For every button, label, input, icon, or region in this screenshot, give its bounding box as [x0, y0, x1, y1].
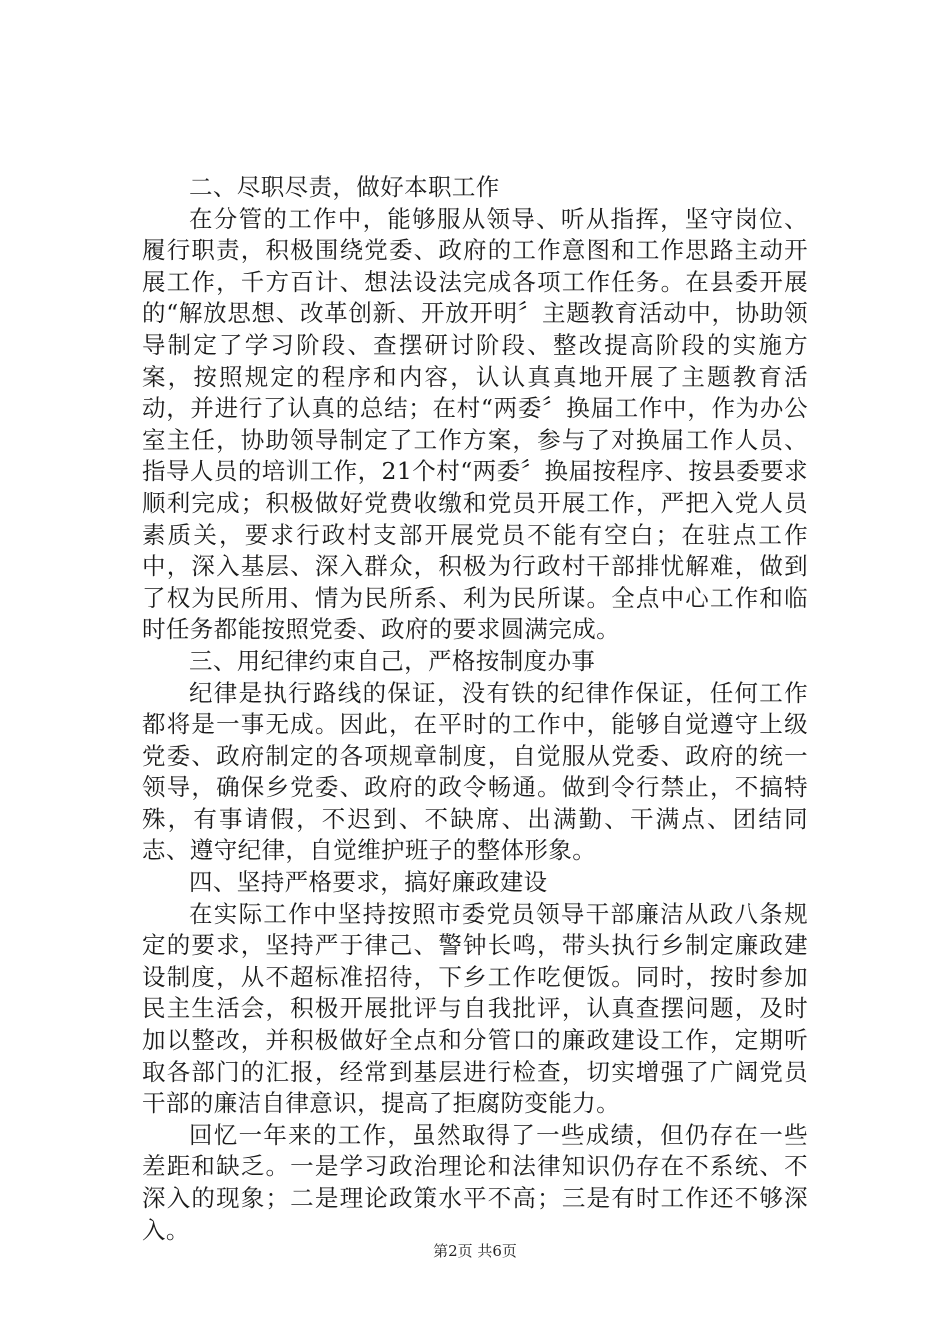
- paragraph-discipline: 纪律是执行路线的保证，没有铁的纪律作保证，任何工作都将是一事无成。因此，在平时的工作中，能够自觉遵守上级党委、政府制定的各项规章制度，自觉服从党委、政府的统一领导，确保乡党委、政府的政令畅通。做到令行禁止，不搞特殊，有事请假，不迟到、不缺席、出满勤、干满点、团结同志、遵守纪律，自觉维护班子的整体形象。: [142, 678, 808, 865]
- paragraph-review: 回忆一年来的工作，虽然取得了一些成绩，但仍存在一些差距和缺乏。一是学习政治理论和法律知识仍存在不系统、不深入的现象；二是理论政策水平不高；三是有时工作还不够深入。: [142, 1120, 808, 1244]
- section-heading-integrity: 四、坚持严格要求，搞好廉政建设: [189, 868, 548, 897]
- section-heading-discipline: 三、用纪律约束自己，严格按制度办事: [189, 646, 596, 675]
- paragraph-duty: 在分管的工作中，能够服从领导、听从指挥，坚守岗位、履行职责，积极围绕党委、政府的工作意图和工作思路主动开展工作，千方百计、想法设法完成各项工作任务。在县委开展的“解放思想、改革创新、开放开明〞主题教育活动中，协助领导制定了学习阶段、查摆研讨阶段、整改提高阶段的实施方案，按照规定的程序和内容，认认真真地开展了主题教育活动，并进行了认真的总结；在村“两委〞换届工作中，作为办公室主任，协助领导制定了工作方案，参与了对换届工作人员、指导人员的培训工作，21个村“两委〞换届按程序、按县委要求顺利完成；积极做好党费收缴和党员开展工作，严把入党人员素质关，要求行政村支部开展党员不能有空白；在驻点工作中，深入基层、深入群众，积极为行政村干部排忧解难，做到了权为民所用、情为民所系、利为民所谋。全点中心工作和临时任务都能按照党委、政府的要求圆满完成。: [142, 204, 808, 644]
- paragraph-integrity: 在实际工作中坚持按照市委党员领导干部廉洁从政八条规定的要求，坚持严于律己、警钟长鸣，带头执行乡制定廉政建设制度，从不超标准招待，下乡工作吃便饭。同时，按时参加民主生活会，积极开展批评与自我批评，认真查摆问题，及时加以整改，并积极做好全点和分管口的廉政建设工作，定期听取各部门的汇报，经常到基层进行检查，切实增强了广阔党员干部的廉洁自律意识，提高了拒腐防变能力。: [142, 899, 808, 1118]
- page-number-footer: 第2页 共6页: [433, 1242, 517, 1260]
- document-body: [142, 172, 808, 1246]
- section-heading-duty: 二、尽职尽责，做好本职工作: [189, 173, 500, 201]
